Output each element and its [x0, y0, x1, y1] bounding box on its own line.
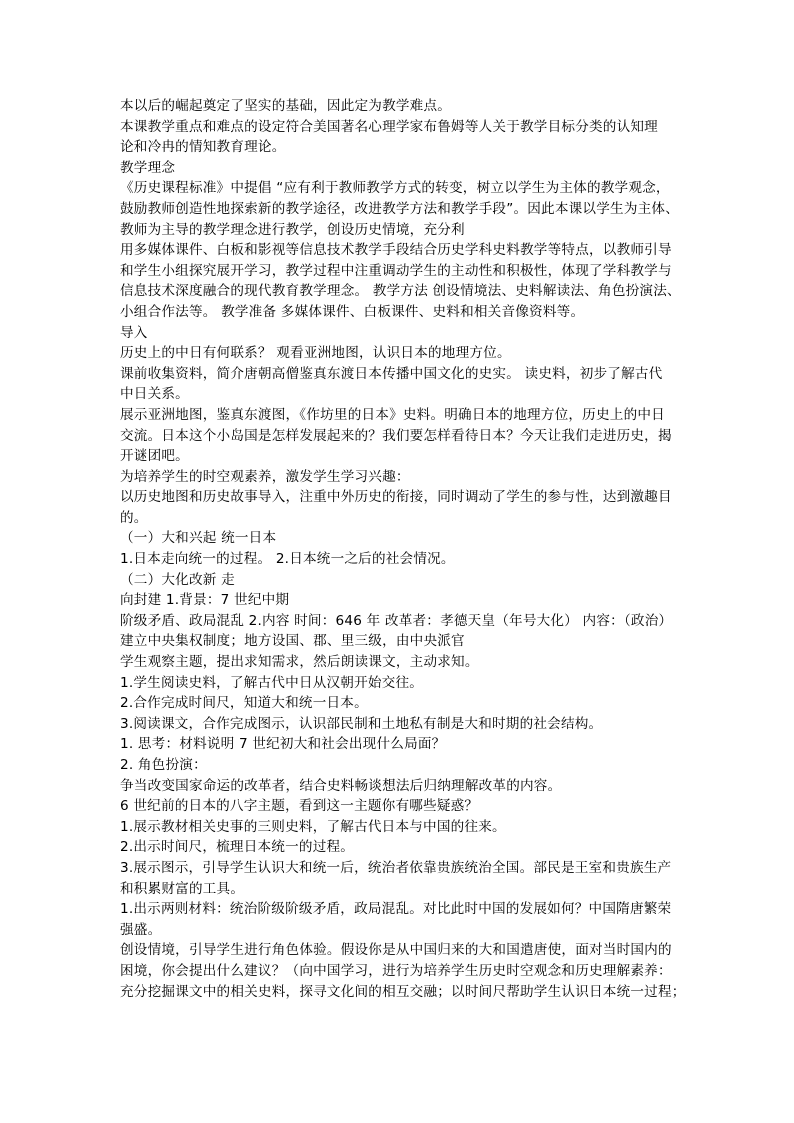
text-line: 小组合作法等。 教学准备 多媒体课件、白板课件、史料和相关音像资料等。 [120, 303, 585, 320]
text-line: 本以后的崛起奠定了坚实的基础，因此定为教学难点。 [120, 98, 452, 114]
text-line: 《历史课程标准》中提倡 “应有利于教师教学方式的转变，树立以学生为主体的教学观念， [120, 180, 670, 197]
text-line: 历史上的中日有何联系？ 观看亚洲地图，认识日本的地理方位。 [120, 345, 511, 362]
section-heading: 导入 [120, 324, 148, 341]
text-line: 1. 思考：材料说明 7 世纪初大和社会出现什么局面？ [120, 736, 446, 753]
text-line: 1.日本走向统一的过程。 2.日本统一之后的社会情况。 [120, 551, 455, 568]
text-line: 2.合作完成时间尺，知道大和统一日本。 [120, 695, 368, 712]
text-line: 创设情境，引导学生进行角色体验。假设你是从中国归来的大和国遣唐使，面对当时国内的 [120, 942, 672, 959]
text-line: 论和冷冉的情知教育理论。 [120, 139, 286, 156]
text-line: 建立中央集权制度；地方设国、郡、里三级，由中央派官 [120, 633, 465, 650]
text-line: 课前收集资料，简介唐朝高僧鉴真东渡日本传播中国文化的史实。 读史料，初步了解古代 [120, 365, 663, 382]
text-line: 2.出示时间尺，梳理日本统一的过程。 [120, 839, 355, 856]
text-line: 阶级矛盾、政局混乱 2.内容 时间：646 年 改革者：孝德天皇（年号大化） 内容：（政治） [120, 612, 673, 629]
text-line: 为培养学生的时空观素养，激发学生学习兴趣： [120, 468, 410, 485]
text-line: 教师为主导的教学理念进行教学，创设历史情境，充分利 [120, 221, 465, 238]
text-line: 6 世纪前的日本的八字主题，看到这一主题你有哪些疑惑？ [120, 798, 479, 815]
text-line: 用多媒体课件、白板和影视等信息技术教学手段结合历史学科史料教学等特点，以教师引导 [120, 242, 672, 259]
text-line: 展示亚洲地图，鉴真东渡图，《作坊里的日本》史料。明确日本的地理方位，历史上的中日 [120, 406, 665, 423]
text-line: 交流。日本这个小岛国是怎样发展起来的？我们要怎样看待日本？今天让我们走进历史，揭 [120, 427, 672, 444]
text-line: 充分挖掘课文中的相关史料，探寻文化间的相互交融；以时间尺帮助学生认识日本统一过程； [120, 983, 686, 1000]
text-line: 3.展示图示，引导学生认识大和统一后，统治者依靠贵族统治全国。部民是王室和贵族生产 [120, 859, 672, 876]
text-line: 2. 角色扮演： [120, 757, 207, 773]
text-line: 和学生小组探究展开学习，教学过程中注重调动学生的主动性和积极性，体现了学科教学与 [120, 262, 672, 279]
text-line: 中日关系。 [120, 386, 189, 403]
text-line: 1.出示两则材料：统治阶级阶级矛盾，政局混乱。对比此时中国的发展如何？中国隋唐繁荣 [120, 901, 672, 918]
section-heading: （一）大和兴起 统一日本 [120, 530, 277, 547]
text-line: 困境，你会提出什么建议？（向中国学习，进行为培养学生历史时空观念和历史理解素养： [120, 962, 672, 979]
text-line: 向封建 1.背景：7 世纪中期 [120, 592, 290, 609]
text-line: 开谜团吧。 [120, 448, 189, 465]
text-line: 强盛。 [120, 921, 162, 938]
text-line: 3.阅读课文，合作完成图示，认识部民制和土地私有制是大和时期的社会结构。 [120, 715, 603, 732]
text-line: 学生观察主题，提出求知需求，然后朗读课文，主动求知。 [120, 654, 479, 671]
section-heading: （二）大化改新 走 [120, 571, 235, 588]
text-line: 本课教学重点和难点的设定符合美国著名心理学家布鲁姆等人关于教学目标分类的认知理 [120, 118, 658, 135]
section-heading: 教学理念 [120, 159, 176, 176]
text-line: 1.学生阅读史料，了解古代中日从汉朝开始交往。 [120, 674, 424, 691]
text-line: 以历史地图和历史故事导入，注重中外历史的衔接，同时调动了学生的参与性，达到激趣目 [120, 489, 672, 506]
text-line: 争当改变国家命运的改革者，结合史料畅谈想法后归纳理解改革的内容。 [120, 777, 562, 794]
text-line: 的。 [120, 509, 148, 526]
text-line: 1.展示教材相关史事的三则史料，了解古代日本与中国的往来。 [120, 818, 506, 835]
document-page [120, 96, 686, 1002]
text-line: 信息技术深度融合的现代教育教学理念。 教学方法 创设情境法、史料解读法、角色扮演法、 [120, 283, 681, 300]
text-line: 和积累财富的工具。 [120, 880, 245, 897]
text-line: 鼓励教师创造性地探索新的教学途径，改进教学方法和教学手段”。因此本课以学生为主体、 [120, 200, 679, 217]
